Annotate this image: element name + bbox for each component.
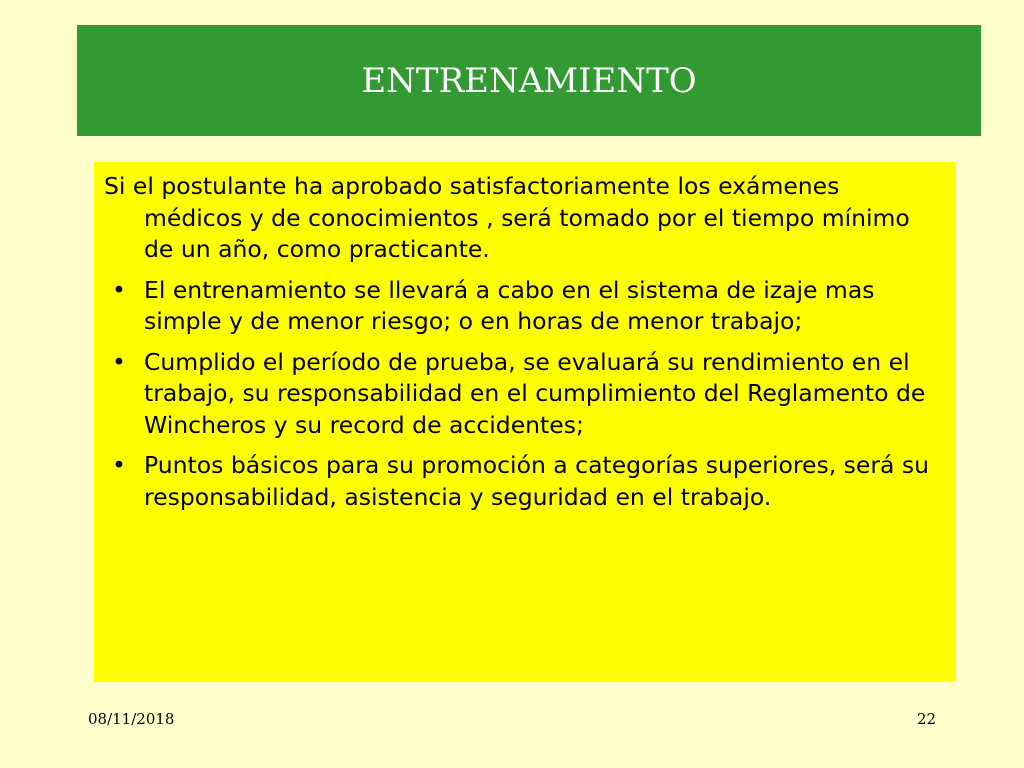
bullet-text: Puntos básicos para su promoción a categorías superiores, será su responsabilidad, asistencia y seguridad en el trabajo. xyxy=(144,451,930,511)
bullet-item xyxy=(104,275,944,338)
bullet-icon: • xyxy=(112,451,126,479)
bullet-item xyxy=(104,450,944,513)
footer-page-number: 22 xyxy=(917,710,937,728)
title-bar xyxy=(77,25,981,136)
footer-date: 08/11/2018 xyxy=(88,710,175,728)
bullet-icon: • xyxy=(112,347,126,376)
slide-title: ENTRENAMIENTO xyxy=(361,61,697,101)
content-box xyxy=(94,162,956,682)
bullet-text: Cumplido el período de prueba, se evaluará su rendimiento en el trabajo, su responsabilidad en el cumplimiento del Reglamento de Wincheros y su record de accidentes; xyxy=(144,347,926,439)
bullet-icon: • xyxy=(112,275,126,304)
bullet-text: El entrenamiento se llevará a cabo en el sistema de izaje mas simple y de menor riesgo; o en horas de menor trabajo; xyxy=(144,275,875,335)
bullet-item xyxy=(104,347,944,442)
intro-paragraph: Si el postulante ha aprobado satisfactoriamente los exámenes médicos y de conocimientos , será tomado por el tiempo mínimo de un año, como practicante. xyxy=(104,172,910,263)
